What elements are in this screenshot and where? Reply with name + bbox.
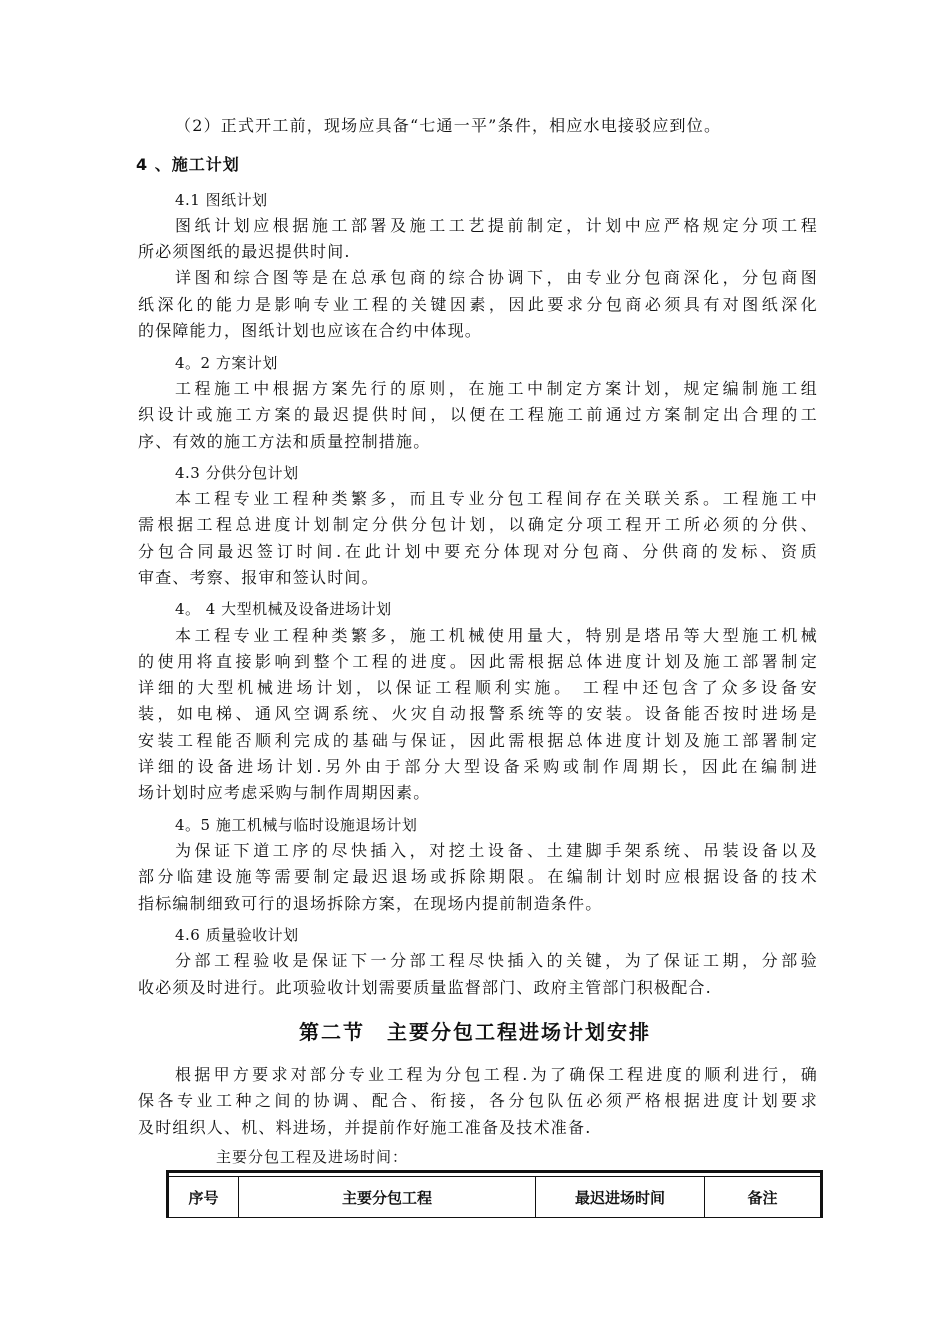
paragraph-line: 为保证下道工序的尽快插入，对挖土设备、土建脚手架系统、吊装设备以及 [175, 841, 818, 860]
table-caption: 主要分包工程及进场时间： [216, 1148, 409, 1166]
paragraph-line: 本工程专业工程种类繁多，施工机械使用量大，特别是塔吊等大型施工机械 [175, 626, 818, 645]
section-title [0, 1016, 950, 1045]
paragraph-line: 图纸计划应根据施工部署及施工工艺提前制定，计划中应严格规定分项工程 [175, 216, 818, 235]
subsection-title-4-4: 4。 4 大型机械及设备进场计划 [175, 600, 392, 618]
section-number: 第二节 [299, 1020, 365, 1044]
paragraph-line: 及时组织人、机、料进场，并提前作好施工准备及技术准备. [138, 1118, 592, 1137]
paragraph-line: 安装工程能否顺利完成的基础与保证，因此需根据总体进度计划及施工部署制定 [138, 731, 818, 750]
paragraph-line: 织设计或施工方案的最迟提供时间，以便在工程施工前通过方案制定出合理的工 [138, 405, 818, 424]
section-name: 主要分包工程进场计划安排 [387, 1020, 651, 1044]
paragraph-line: 工程施工中根据方案先行的原则，在施工中制定方案计划，规定编制施工组 [175, 379, 818, 398]
paragraph-line: 分包合同最迟签订时间.在此计划中要充分体现对分包商、分供商的发标、资质 [138, 542, 818, 561]
paragraph-line: 本工程专业工程种类繁多，而且专业分包工程间存在关联关系。工程施工中 [175, 489, 818, 508]
paragraph-line: 装，如电梯、通风空调系统、火灾自动报警系统等的安装。设备能否按时进场是 [138, 704, 818, 723]
table-header-cell: 主要分包工程 [239, 1177, 536, 1217]
paragraph-line: 指标编制细致可行的退场拆除方案，在现场内提前制造条件。 [138, 894, 603, 913]
table-header-cell: 备注 [747, 1188, 778, 1207]
subsection-title-4-5: 4。5 施工机械与临时设施退场计划 [175, 816, 418, 834]
paragraph-line: （2）正式开工前，现场应具备“七通一平”条件，相应水电接驳应到位。 [175, 116, 722, 135]
paragraph-line: 详图和综合图等是在总承包商的综合协调下，由专业分包商深化，分包商图 [175, 268, 818, 287]
paragraph-line: 分部工程验收是保证下一分部工程尽快插入的关键，为了保证工期，分部验 [175, 951, 818, 970]
paragraph-line: 详细的大型机械进场计划，以保证工程顺利实施。 工程中还包含了众多设备安 [138, 678, 818, 697]
subsection-title-4-6: 4.6 质量验收计划 [175, 926, 299, 944]
paragraph-line: 审查、考察、报审和签认时间。 [138, 568, 379, 587]
paragraph-line: 的使用将直接影响到整个工程的进度。因此需根据总体进度计划及施工部署制定 [138, 652, 818, 671]
subsection-title-4-1: 4.1 图纸计划 [175, 191, 268, 209]
paragraph-line: 序、有效的施工方法和质量控制措施。 [138, 432, 431, 451]
paragraph-line: 详细的设备进场计划.另外由于部分大型设备采购或制作周期长，因此在编制进 [138, 757, 818, 776]
paragraph-line: 根据甲方要求对部分专业工程为分包工程.为了确保工程进度的顺利进行，确 [175, 1065, 818, 1084]
table-header-cell: 序号 [169, 1177, 239, 1217]
paragraph-line: 的保障能力，图纸计划也应该在合约中体现。 [138, 321, 483, 340]
section-heading-4: 4 、施工计划 [136, 155, 240, 174]
paragraph-line: 所必须图纸的最迟提供时间. [138, 242, 351, 261]
paragraph-line: 部分临建设施等需要制定最迟退场或拆除期限。在编制计划时应根据设备的技术 [138, 867, 818, 886]
paragraph-line: 收必须及时进行。此项验收计划需要质量监督部门、政府主管部门积极配合. [138, 978, 712, 997]
paragraph-line: 需根据工程总进度计划制定分供分包计划，以确定分项工程开工所必须的分供、 [138, 515, 818, 534]
subsection-title-4-3: 4.3 分供分包计划 [175, 464, 299, 482]
subcontract-table [166, 1170, 823, 1218]
subsection-title-4-2: 4。2 方案计划 [175, 354, 278, 372]
paragraph-line: 纸深化的能力是影响专业工程的关键因素，因此要求分包商必须具有对图纸深化 [138, 295, 818, 314]
paragraph-line: 保各专业工种之间的协调、配合、衔接，各分包队伍必须严格根据进度计划要求 [138, 1091, 818, 1110]
table-header-cell: 最迟进场时间 [536, 1177, 705, 1217]
paragraph-line: 场计划时应考虑采购与制作周期因素。 [138, 783, 431, 802]
